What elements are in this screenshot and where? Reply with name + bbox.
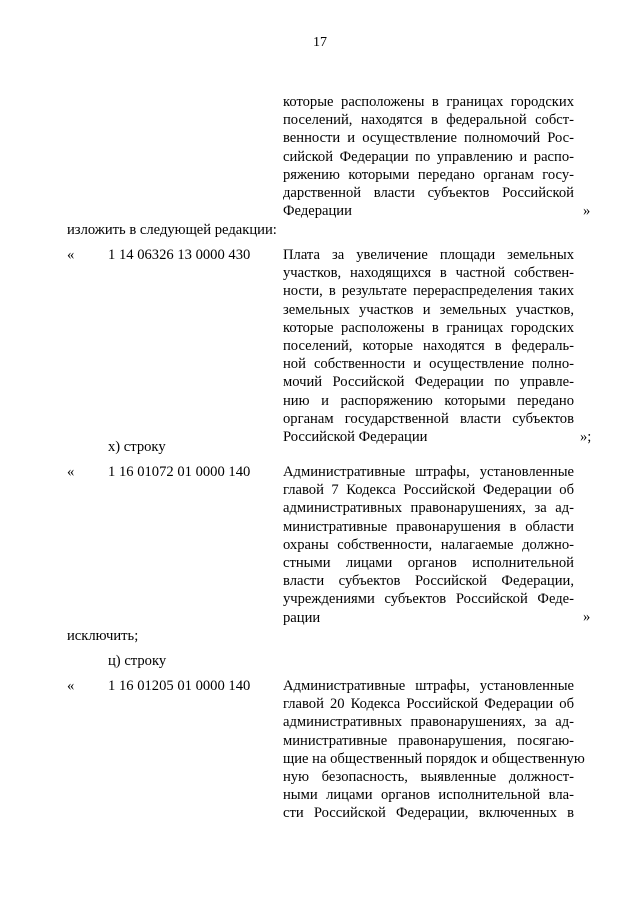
text-line: мочий Российской Федерации по управле- xyxy=(283,374,574,391)
text-line: ную безопасность, выявленные должност- xyxy=(283,768,574,785)
budget-code: 1 16 01205 01 0000 140 xyxy=(108,678,251,694)
text-line: власти субъектов Российской Федерации, xyxy=(283,573,574,590)
text-line: венности и осуществление полномочий Рос- xyxy=(283,130,574,147)
text-line: министративные правонарушения в области xyxy=(283,518,574,535)
row3-description xyxy=(283,677,585,823)
text-line: ной собственности и осуществление полно- xyxy=(283,356,574,373)
item-x: х) строку xyxy=(108,439,166,455)
instruction-replace: изложить в следующей редакции: xyxy=(67,222,277,238)
closing-quote: » xyxy=(583,609,591,625)
text-line: Федерации xyxy=(283,203,352,220)
text-line: Плата за увеличение площади земельных xyxy=(283,247,574,263)
text-line: органам государственной власти субъектов xyxy=(283,410,574,427)
text-line: министративные правонарушения, посягаю- xyxy=(283,732,574,749)
text-line: стными лицами органов исполнительной xyxy=(283,554,574,571)
text-line: Административные штрафы, установленные xyxy=(283,678,574,694)
row2-description xyxy=(283,463,574,627)
text-line: ными лицами органов исполнительной вла- xyxy=(283,787,574,804)
text-line: участков, находящихся в частной собствен- xyxy=(283,265,574,282)
text-line: поселений, которые находятся в федераль- xyxy=(283,337,574,354)
closing-quote: » xyxy=(583,203,591,219)
text-line: учреждениями субъектов Российской Феде- xyxy=(283,591,574,608)
text-line: ности, в результате перераспределения таких xyxy=(283,283,574,300)
text-line: Российской Федерации xyxy=(283,428,428,445)
text-line: которые расположены в границах городских xyxy=(283,94,574,110)
text-line: поселений, находятся в федеральной собст- xyxy=(283,112,574,129)
text-line: административных правонарушениях, за ад- xyxy=(283,500,574,517)
text-line: главой 7 Кодекса Российской Федерации об xyxy=(283,482,574,499)
text-line: ряжению которыми передано органам госу- xyxy=(283,166,574,183)
text-line: дарственной власти субъектов Российской xyxy=(283,184,574,201)
text-line: земельных участков и земельных участков, xyxy=(283,301,574,318)
text-line: главой 20 Кодекса Российской Федерации об xyxy=(283,696,574,713)
text-line: нию и распоряжению которыми передано xyxy=(283,392,574,409)
opening-quote: « xyxy=(67,678,75,694)
text-line: сийской Федерации по управлению и распо- xyxy=(283,148,574,165)
budget-code: 1 16 01072 01 0000 140 xyxy=(108,464,251,480)
opening-quote: « xyxy=(67,247,75,263)
text-line: административных правонарушениях, за ад- xyxy=(283,714,574,731)
item-ts: ц) строку xyxy=(108,653,167,669)
text-line: охраны собственности, налагаемые должно- xyxy=(283,536,574,553)
page-number: 17 xyxy=(313,35,327,50)
instruction-exclude: исключить; xyxy=(67,628,139,644)
block0-description xyxy=(283,93,574,220)
text-line: сти Российской Федерации, включенных в xyxy=(283,805,574,822)
opening-quote: « xyxy=(67,464,75,480)
text-line: рации xyxy=(283,609,321,626)
row1-description xyxy=(283,246,574,446)
text-line: щие на общественный порядок и общественную xyxy=(283,750,585,767)
text-line: которые расположены в границах городских xyxy=(283,319,574,336)
closing-quote: »; xyxy=(580,429,592,445)
budget-code: 1 14 06326 13 0000 430 xyxy=(108,247,251,263)
text-line: Административные штрафы, установленные xyxy=(283,464,574,480)
